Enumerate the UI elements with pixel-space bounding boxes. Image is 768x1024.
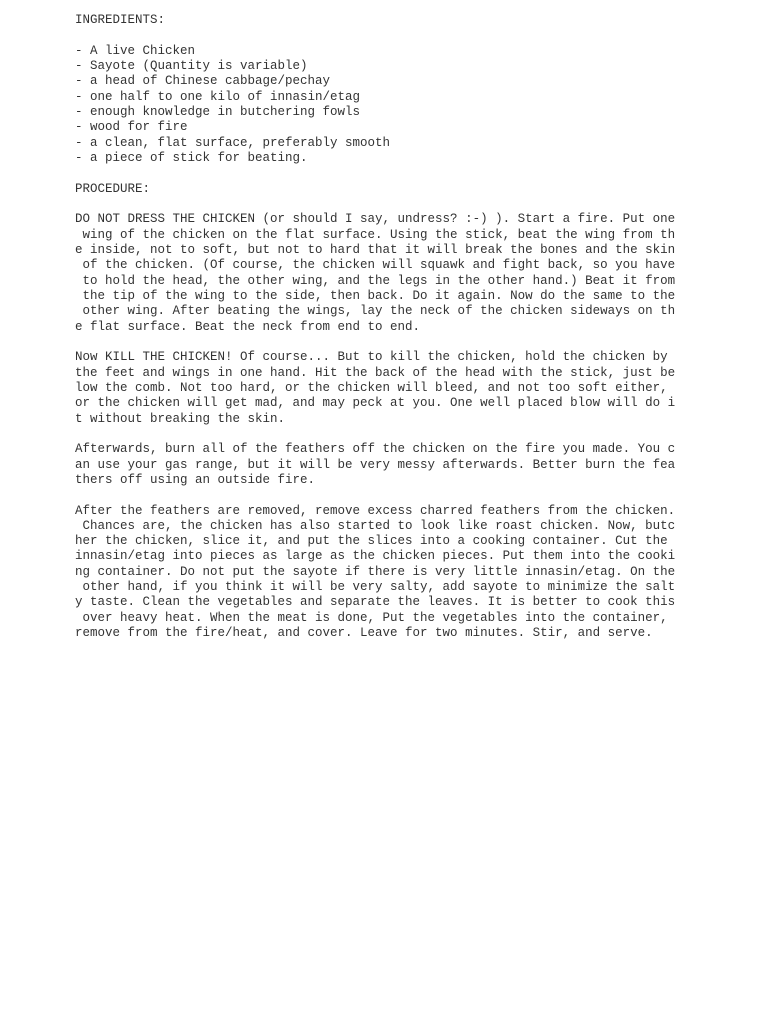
document-page bbox=[75, 13, 675, 641]
procedure-text-line: over heavy heat. When the meat is done, Put the vegetables into the container, bbox=[75, 610, 668, 625]
blank-line bbox=[75, 335, 675, 350]
procedure-text-line: Afterwards, burn all of the feathers off the chicken on the fire you made. You c bbox=[75, 442, 676, 457]
blank-line bbox=[75, 28, 675, 43]
ingredient-item: - a piece of stick for beating. bbox=[75, 150, 308, 165]
procedure-text-line: low the comb. Not too hard, or the chicken will bleed, and not too soft either, bbox=[75, 380, 668, 395]
ingredient-item: - a clean, flat surface, preferably smooth bbox=[75, 135, 391, 150]
procedure-text-line: thers off using an outside fire. bbox=[75, 472, 316, 487]
procedure-text-line: e inside, not to soft, but not to hard that it will break the bones and the skin bbox=[75, 242, 676, 257]
ingredient-item: - Sayote (Quantity is variable) bbox=[75, 58, 308, 73]
ingredient-item: - a head of Chinese cabbage/pechay bbox=[75, 74, 331, 89]
procedure-text-line: of the chicken. (Of course, the chicken will squawk and fight back, so you have bbox=[75, 258, 676, 273]
procedure-text-line: her the chicken, slice it, and put the slices into a cooking container. Cut the bbox=[75, 534, 668, 549]
blank-line bbox=[75, 488, 675, 503]
procedure-text-line: innasin/etag into pieces as large as the chicken pieces. Put them into the cooki bbox=[75, 549, 676, 564]
procedure-text-line: DO NOT DRESS THE CHICKEN (or should I say, undress? :-) ). Start a fire. Put one bbox=[75, 212, 676, 227]
procedure-text-line: the tip of the wing to the side, then back. Do it again. Now do the same to the bbox=[75, 288, 676, 303]
procedure-text-line: e flat surface. Beat the neck from end to end. bbox=[75, 319, 421, 334]
procedure-text-line: an use your gas range, but it will be very messy afterwards. Better burn the fea bbox=[75, 457, 676, 472]
procedure-text-line: to hold the head, the other wing, and the legs in the other hand.) Beat it from bbox=[75, 273, 676, 288]
blank-line bbox=[75, 197, 675, 212]
procedure-text-line: Now KILL THE CHICKEN! Of course... But to kill the chicken, hold the chicken by bbox=[75, 350, 668, 365]
procedure-text-line: Chances are, the chicken has also started to look like roast chicken. Now, butc bbox=[75, 518, 676, 533]
ingredients-heading: INGREDIENTS: bbox=[75, 13, 166, 27]
procedure-text-line: wing of the chicken on the flat surface. Using the stick, beat the wing from th bbox=[75, 227, 676, 242]
procedure-text-line: other hand, if you think it will be very salty, add sayote to minimize the salt bbox=[75, 580, 676, 595]
procedure-text-line: the feet and wings in one hand. Hit the back of the head with the stick, just be bbox=[75, 365, 676, 380]
blank-line bbox=[75, 427, 675, 442]
ingredient-item: - one half to one kilo of innasin/etag bbox=[75, 89, 361, 104]
procedure-text-line: other wing. After beating the wings, lay the neck of the chicken sideways on th bbox=[75, 304, 676, 319]
ingredient-item: - wood for fire bbox=[75, 120, 188, 135]
procedure-text-line: y taste. Clean the vegetables and separate the leaves. It is better to cook this bbox=[75, 595, 676, 610]
procedure-text-line: After the feathers are removed, remove excess charred feathers from the chicken. bbox=[75, 503, 676, 518]
blank-line bbox=[75, 166, 675, 181]
procedure-text-line: or the chicken will get mad, and may peck at you. One well placed blow will do i bbox=[75, 396, 676, 411]
ingredient-item: - enough knowledge in butchering fowls bbox=[75, 104, 361, 119]
procedure-heading: PROCEDURE: bbox=[75, 181, 151, 196]
procedure-text-line: remove from the fire/heat, and cover. Leave for two minutes. Stir, and serve. bbox=[75, 626, 653, 641]
procedure-text-line: t without breaking the skin. bbox=[75, 411, 286, 426]
procedure-text-line: ng container. Do not put the sayote if there is very little innasin/etag. On the bbox=[75, 564, 676, 579]
ingredient-item: - A live Chicken bbox=[75, 43, 196, 58]
